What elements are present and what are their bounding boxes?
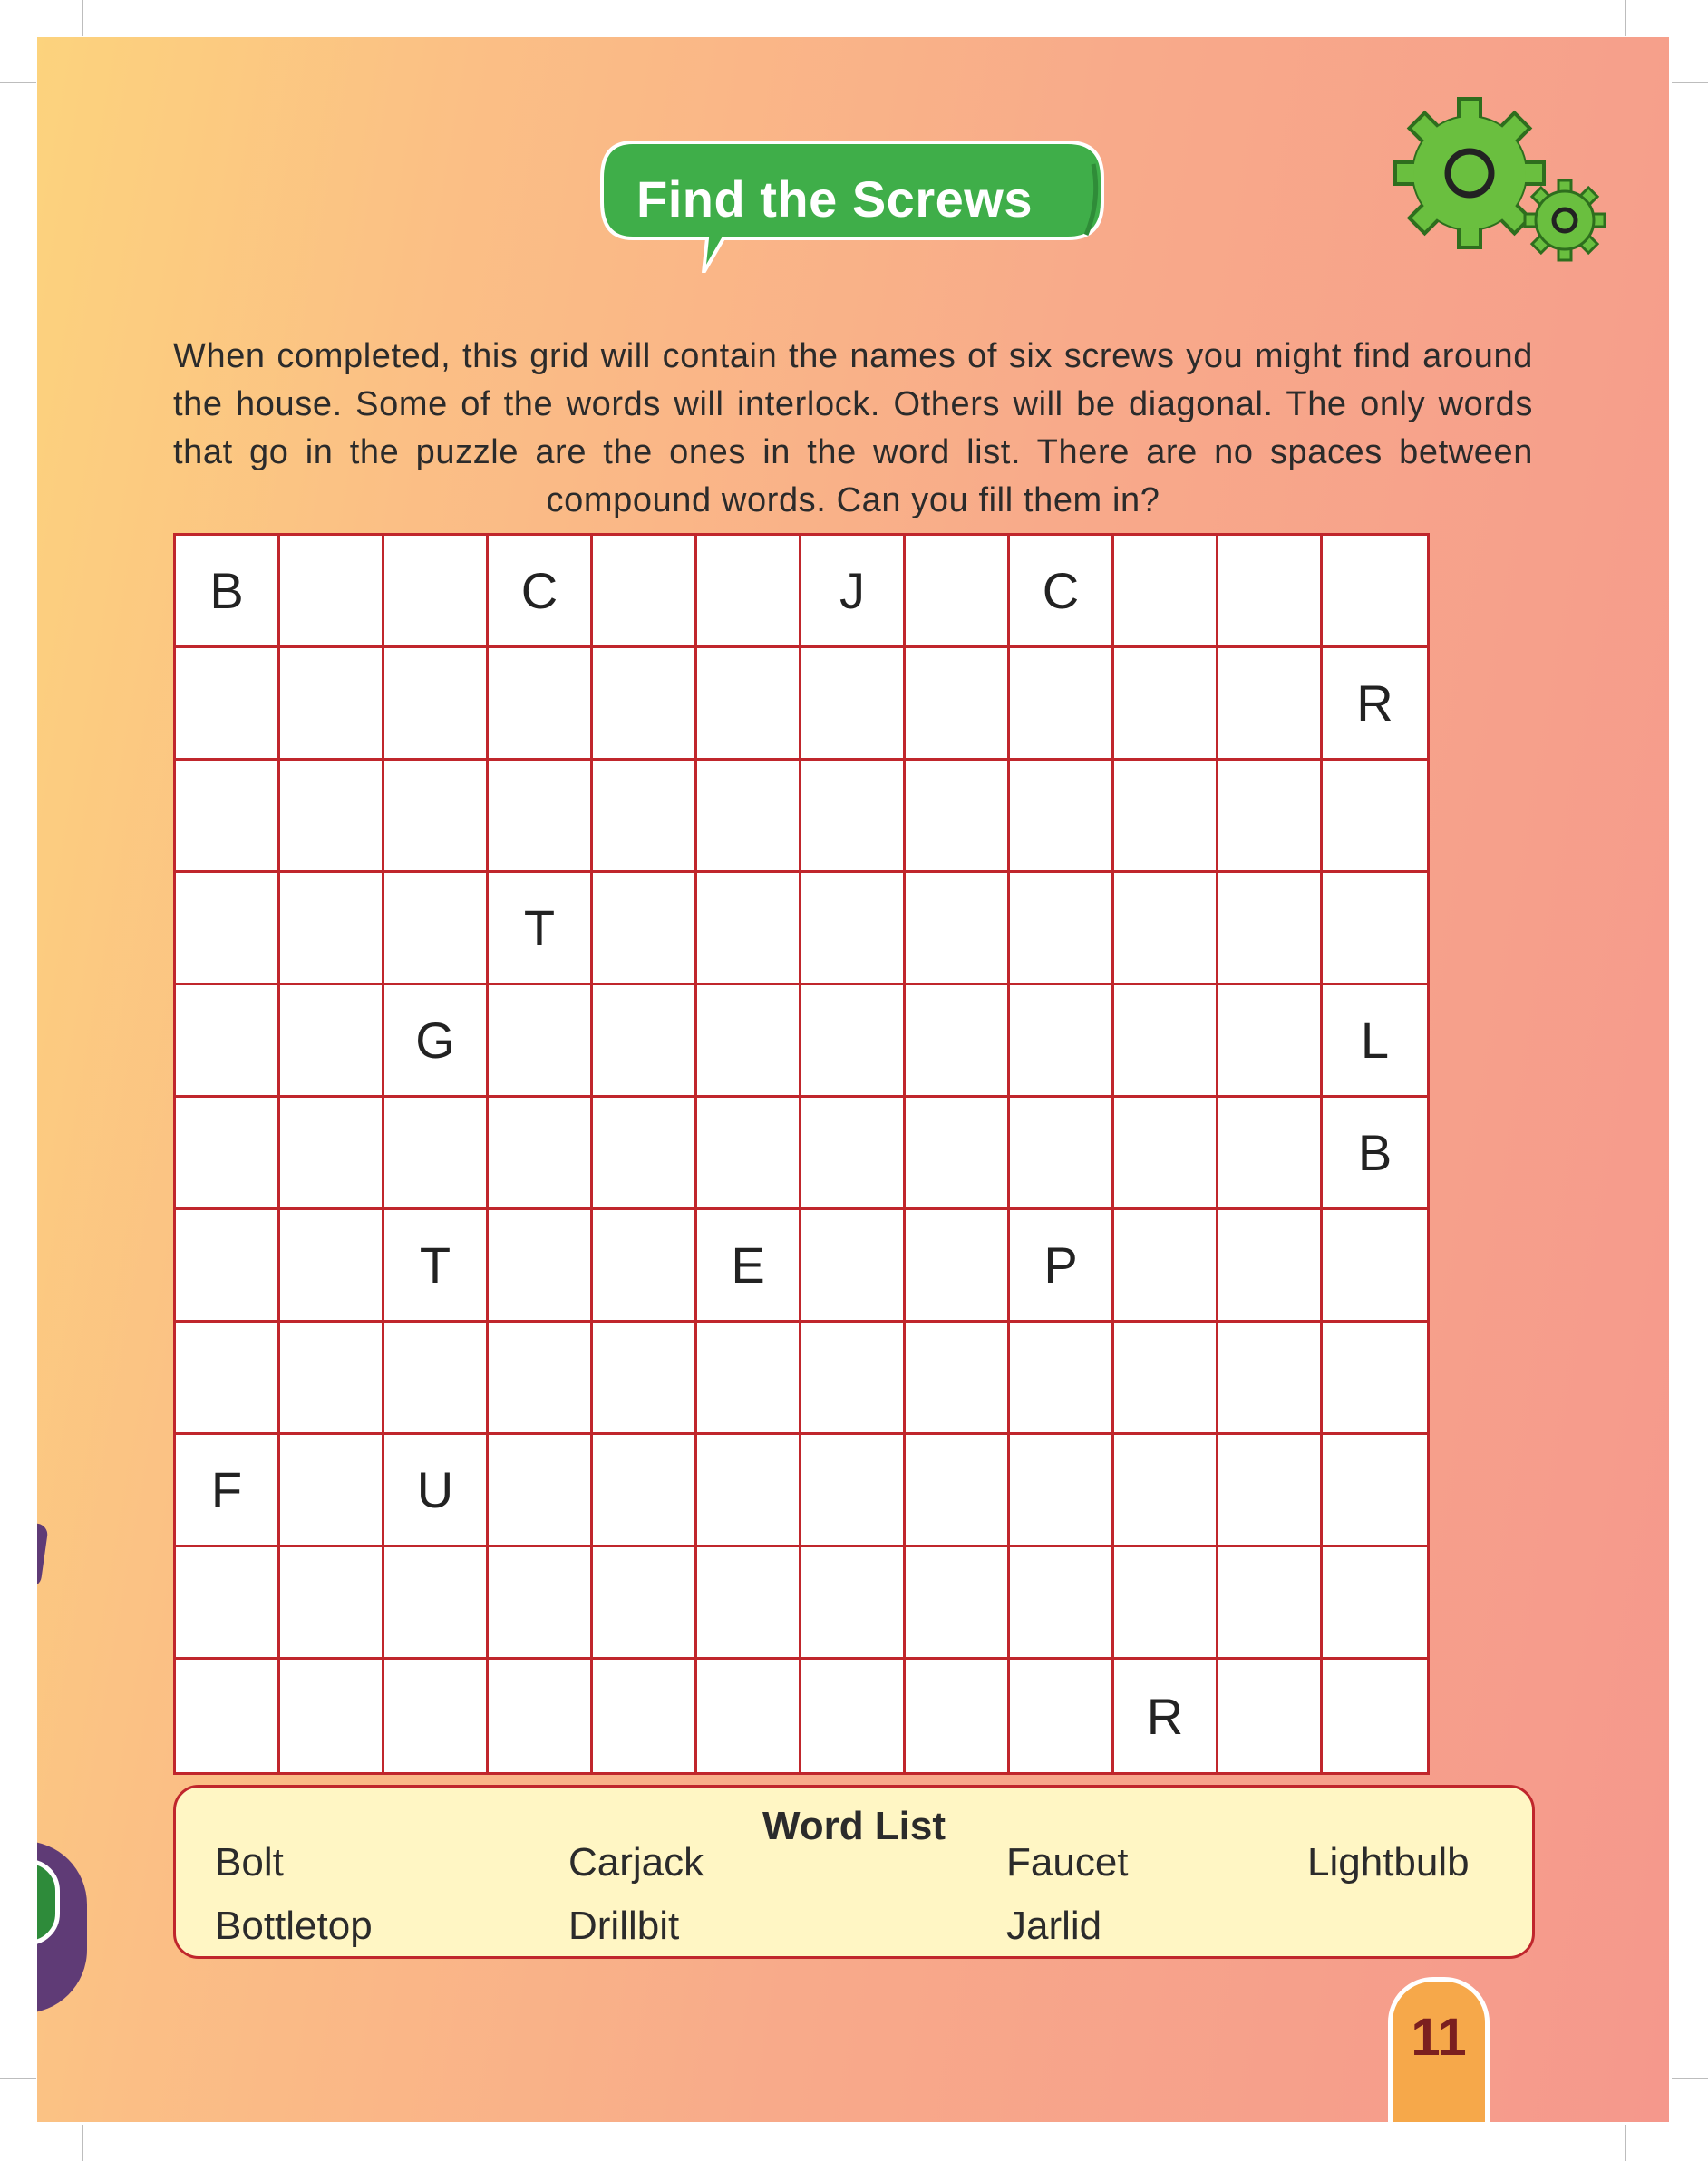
grid-cell[interactable] — [593, 1098, 697, 1210]
grid-cell[interactable] — [1218, 985, 1323, 1098]
grid-cell[interactable] — [1218, 761, 1323, 873]
grid-cell[interactable] — [906, 536, 1010, 648]
word-list-item: Faucet — [1006, 1840, 1129, 1885]
grid-cell[interactable] — [280, 648, 384, 761]
grid-cell[interactable] — [384, 761, 489, 873]
grid-cell[interactable] — [1218, 1435, 1323, 1547]
grid-cell[interactable] — [697, 761, 801, 873]
title-bubble — [597, 137, 1109, 273]
grid-cell[interactable] — [906, 873, 1010, 985]
grid-cell[interactable] — [1218, 1660, 1323, 1772]
crop-mark — [1625, 2125, 1626, 2161]
grid-cell[interactable] — [280, 536, 384, 648]
grid-cell[interactable] — [1218, 873, 1323, 985]
grid-cell[interactable] — [1114, 648, 1218, 761]
grid-cell[interactable] — [801, 1660, 906, 1772]
grid-cell[interactable] — [697, 648, 801, 761]
grid-cell[interactable] — [593, 1210, 697, 1323]
grid-cell[interactable] — [697, 1435, 801, 1547]
grid-cell[interactable] — [176, 985, 280, 1098]
grid-cell[interactable] — [384, 873, 489, 985]
grid-cell[interactable] — [906, 761, 1010, 873]
grid-cell[interactable] — [697, 536, 801, 648]
grid-cell[interactable] — [801, 1435, 906, 1547]
puzzle-grid — [173, 533, 1430, 1775]
page-title: Find the Screws — [636, 170, 1033, 228]
grid-cell[interactable] — [384, 1098, 489, 1210]
grid-cell[interactable] — [1323, 873, 1427, 985]
grid-cell[interactable] — [280, 1323, 384, 1435]
grid-cell[interactable] — [697, 1098, 801, 1210]
grid-cell[interactable] — [906, 1210, 1010, 1323]
grid-cell[interactable]: P — [1010, 1210, 1114, 1323]
crop-mark — [82, 0, 83, 36]
grid-cell[interactable] — [1114, 985, 1218, 1098]
grid-cell[interactable] — [1323, 1210, 1427, 1323]
word-list-item: Carjack — [568, 1840, 704, 1885]
grid-cell[interactable] — [593, 648, 697, 761]
grid-cell[interactable] — [1323, 1547, 1427, 1660]
grid-cell[interactable] — [176, 873, 280, 985]
grid-cell[interactable] — [906, 1660, 1010, 1772]
grid-cell[interactable] — [1010, 1098, 1114, 1210]
page — [37, 37, 1669, 2122]
grid-cell[interactable] — [906, 1323, 1010, 1435]
grid-cell[interactable] — [1010, 1435, 1114, 1547]
grid-cell[interactable]: R — [1114, 1660, 1218, 1772]
grid-cell[interactable] — [489, 1210, 593, 1323]
grid-cell[interactable] — [801, 985, 906, 1098]
grid-cell[interactable]: R — [1323, 648, 1427, 761]
grid-cell[interactable]: G — [384, 985, 489, 1098]
grid-cell[interactable] — [906, 648, 1010, 761]
grid-cell[interactable] — [1114, 761, 1218, 873]
grid-cell[interactable]: U — [384, 1435, 489, 1547]
grid-cell[interactable] — [384, 1660, 489, 1772]
word-list-box — [173, 1785, 1535, 1959]
grid-cell[interactable] — [1218, 1098, 1323, 1210]
grid-cell[interactable] — [1323, 1323, 1427, 1435]
page-number: 11 — [1411, 2008, 1467, 2067]
grid-cell[interactable] — [1218, 1210, 1323, 1323]
grid-cell[interactable] — [384, 648, 489, 761]
word-list-item: Bottletop — [215, 1904, 373, 1948]
grid-cell[interactable] — [697, 873, 801, 985]
grid-cell[interactable] — [593, 1547, 697, 1660]
grid-cell[interactable] — [906, 1435, 1010, 1547]
grid-cell[interactable] — [489, 1435, 593, 1547]
grid-cell[interactable] — [176, 648, 280, 761]
grid-cell[interactable] — [280, 873, 384, 985]
grid-cell[interactable] — [593, 536, 697, 648]
grid-cell[interactable] — [489, 761, 593, 873]
grid-cell[interactable]: F — [176, 1435, 280, 1547]
grid-cell[interactable] — [1114, 1210, 1218, 1323]
grid-cell[interactable] — [489, 648, 593, 761]
grid-cell[interactable]: T — [489, 873, 593, 985]
grid-cell[interactable] — [1010, 1547, 1114, 1660]
grid-cell[interactable] — [1114, 536, 1218, 648]
grid-cell[interactable] — [697, 985, 801, 1098]
grid-cell[interactable] — [1218, 1323, 1323, 1435]
grid-cell[interactable] — [801, 1323, 906, 1435]
word-list-item: Bolt — [215, 1840, 284, 1885]
grid-cell[interactable] — [1114, 1547, 1218, 1660]
grid-cell[interactable] — [176, 1210, 280, 1323]
grid-cell[interactable] — [1010, 1323, 1114, 1435]
grid-cell[interactable] — [176, 1660, 280, 1772]
grid-cell[interactable]: E — [697, 1210, 801, 1323]
grid-cell[interactable] — [593, 1660, 697, 1772]
grid-cell[interactable] — [801, 1547, 906, 1660]
grid-cell[interactable] — [489, 1098, 593, 1210]
page-number-tab — [1388, 1977, 1490, 2122]
grid-cell[interactable] — [801, 761, 906, 873]
grid-cell[interactable] — [280, 1098, 384, 1210]
grid-cell[interactable] — [1010, 985, 1114, 1098]
grid-cell[interactable] — [801, 648, 906, 761]
crop-mark — [82, 2125, 83, 2161]
grid-cell[interactable] — [593, 873, 697, 985]
crop-mark — [1672, 2078, 1708, 2079]
grid-cell[interactable] — [801, 1210, 906, 1323]
grid-cell[interactable] — [1010, 873, 1114, 985]
grid-cell[interactable] — [1218, 536, 1323, 648]
decor-shape — [37, 1523, 49, 1588]
grid-cell[interactable]: T — [384, 1210, 489, 1323]
grid-cell[interactable] — [1323, 1660, 1427, 1772]
grid-cell[interactable] — [489, 1547, 593, 1660]
grid-cell[interactable] — [1323, 536, 1427, 648]
grid-cell[interactable] — [280, 985, 384, 1098]
grid-cell[interactable] — [697, 1323, 801, 1435]
grid-cell[interactable]: L — [1323, 985, 1427, 1098]
grid-cell[interactable]: C — [489, 536, 593, 648]
gears-icon — [1388, 93, 1624, 275]
grid-cell[interactable] — [1114, 873, 1218, 985]
grid-cell[interactable] — [1323, 761, 1427, 873]
grid-cell[interactable] — [593, 761, 697, 873]
grid-cell[interactable] — [1114, 1435, 1218, 1547]
grid-cell[interactable] — [593, 1435, 697, 1547]
grid-cell[interactable] — [1010, 1660, 1114, 1772]
grid-cell[interactable] — [176, 1547, 280, 1660]
grid-cell[interactable] — [489, 1660, 593, 1772]
grid-cell[interactable] — [801, 873, 906, 985]
grid-cell[interactable]: B — [1323, 1098, 1427, 1210]
word-list-item: Drillbit — [568, 1904, 680, 1948]
grid-cell[interactable] — [1010, 648, 1114, 761]
grid-cell[interactable] — [1323, 1435, 1427, 1547]
grid-cell[interactable] — [384, 536, 489, 648]
grid-cell[interactable] — [176, 1323, 280, 1435]
grid-cell[interactable] — [489, 985, 593, 1098]
crop-mark — [1625, 0, 1626, 36]
word-list-title: Word List — [762, 1804, 946, 1848]
grid-cell[interactable] — [1218, 648, 1323, 761]
grid-cell[interactable] — [489, 1323, 593, 1435]
word-list-item: Lightbulb — [1307, 1840, 1470, 1885]
instructions: When completed, this grid will contain the names of six screws you might find around the house. Some of the words will interlock. Others will be diagonal. The only words that go in the puzzle are the ones in the word list. There are no spaces between compound words. Can you fill them in? — [173, 337, 1533, 519]
grid-cell[interactable] — [384, 1547, 489, 1660]
grid-cell[interactable]: J — [801, 536, 906, 648]
grid-cell[interactable] — [697, 1660, 801, 1772]
grid-cell[interactable] — [280, 1210, 384, 1323]
grid-cell[interactable] — [1114, 1323, 1218, 1435]
grid-cell[interactable] — [1114, 1098, 1218, 1210]
grid-cell[interactable] — [593, 1323, 697, 1435]
grid-cell[interactable] — [280, 1547, 384, 1660]
grid-cell[interactable] — [1010, 761, 1114, 873]
grid-cell[interactable] — [176, 761, 280, 873]
grid-cell[interactable] — [280, 1660, 384, 1772]
grid-cell[interactable] — [906, 985, 1010, 1098]
crop-mark — [1672, 82, 1708, 83]
grid-cell[interactable] — [176, 1098, 280, 1210]
crop-mark — [0, 2078, 36, 2079]
grid-cell[interactable] — [280, 1435, 384, 1547]
crop-mark — [0, 82, 36, 83]
grid-cell[interactable] — [280, 761, 384, 873]
grid-cell[interactable] — [1218, 1547, 1323, 1660]
grid-cell[interactable]: B — [176, 536, 280, 648]
grid-cell[interactable] — [906, 1098, 1010, 1210]
grid-cell[interactable] — [906, 1547, 1010, 1660]
word-list-item: Jarlid — [1006, 1904, 1102, 1948]
grid-cell[interactable] — [384, 1323, 489, 1435]
grid-cell[interactable] — [697, 1547, 801, 1660]
grid-cell[interactable] — [593, 985, 697, 1098]
grid-cell[interactable] — [801, 1098, 906, 1210]
grid-cell[interactable]: C — [1010, 536, 1114, 648]
